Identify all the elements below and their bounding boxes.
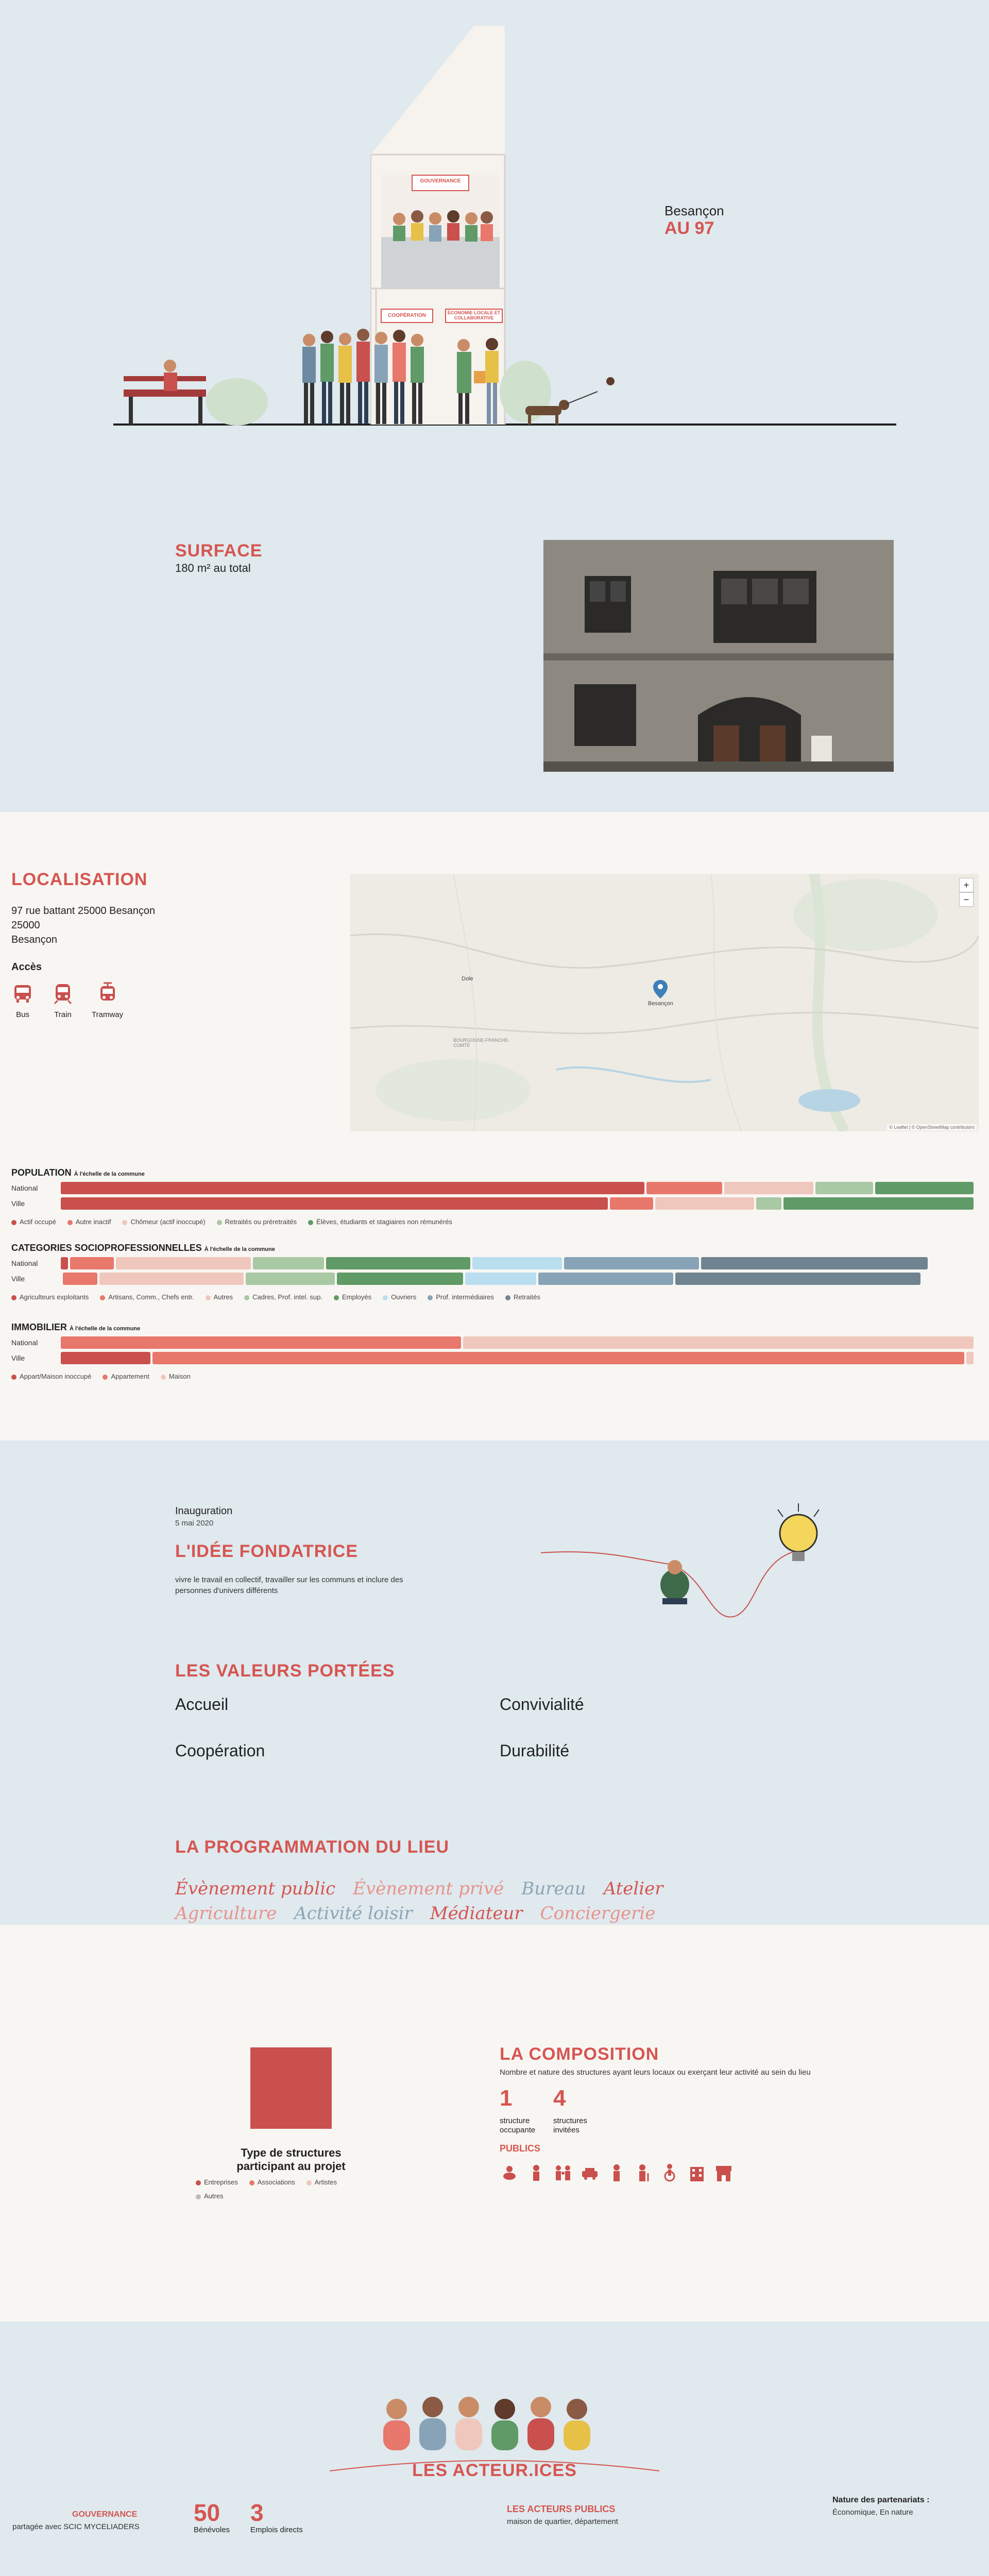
legend-item: [103, 1372, 149, 1380]
access-bus: [11, 982, 34, 1019]
legend-dot-icon: [11, 1220, 16, 1225]
bar-row-label: National: [11, 1259, 38, 1267]
bar-segment: [724, 1182, 814, 1194]
programmation-item: Bureau: [521, 1878, 586, 1899]
legend-dot-icon: [308, 1220, 313, 1225]
bar-segment: [756, 1197, 781, 1210]
emplois-label: Emplois directs: [250, 2526, 303, 2534]
bar-segment: [326, 1257, 470, 1269]
sign-gouvernance: GOUVERNANCE: [420, 178, 461, 184]
hero-city: Besançon: [664, 203, 724, 218]
shop-icon: [714, 2163, 734, 2182]
csp-block: [11, 1243, 980, 1253]
access-title: Accès: [11, 961, 42, 973]
bar-segment: [61, 1197, 608, 1210]
legend-item: [505, 1293, 540, 1301]
bar-segment: [465, 1273, 536, 1285]
immobilier-title: [11, 1322, 980, 1333]
legend-item: [122, 1218, 205, 1226]
bar-segment: [70, 1257, 114, 1269]
legend-dot-icon: [100, 1295, 105, 1300]
wheelchair-icon: [660, 2163, 680, 2182]
address-line2: 25000: [11, 920, 40, 931]
legend-item: [11, 1293, 89, 1301]
programmation-item: Évènement privé: [353, 1878, 504, 1899]
surface-section: [0, 484, 989, 812]
legend-label: Prof. intermédiaires: [436, 1293, 494, 1301]
bar-segment: [253, 1257, 324, 1269]
composition-n1-label-a: structure: [500, 2116, 530, 2125]
acteurs-illustration: [376, 2388, 613, 2450]
hero-illustration: [113, 21, 907, 443]
surface-title: SURFACE: [175, 541, 263, 561]
immobilier-block: [11, 1322, 980, 1333]
programmation-item: Conciergerie: [540, 1903, 656, 1924]
legend-item: [100, 1293, 194, 1301]
bar-segment: [815, 1182, 873, 1194]
legend-dot-icon: [206, 1295, 211, 1300]
legend-label: Associations: [257, 2178, 295, 2186]
bar-row-label: National: [11, 1184, 38, 1192]
map-zoom-in-button[interactable]: +: [959, 878, 974, 892]
bar-segment: [152, 1352, 965, 1364]
bar-segment: [99, 1273, 244, 1285]
legend-item: [196, 2178, 238, 2186]
legend-dot-icon: [67, 1220, 73, 1225]
emplois-number: 3: [250, 2499, 264, 2526]
idea-illustration: [541, 1502, 829, 1636]
legend-label: Autres: [204, 2192, 224, 2200]
bar-row-label: Ville: [11, 1354, 25, 1362]
valeur-durabilite: Durabilité: [500, 1741, 570, 1760]
legend-item: [308, 1218, 452, 1226]
legend-item: [306, 2178, 337, 2186]
legend-dot-icon: [217, 1220, 222, 1225]
bar-segment: [610, 1197, 654, 1210]
composition-n2-label-b: invitées: [553, 2126, 579, 2134]
hero-section: [0, 0, 989, 484]
immobilier-title-text: IMMOBILIER: [11, 1322, 67, 1332]
gouvernance-text: partagée avec SCIC MYCELIADERS: [12, 2522, 140, 2531]
composition-chart-title: [170, 2146, 412, 2173]
legend-label: Retraités ou préretraités: [225, 1218, 297, 1226]
building-photo: [543, 540, 894, 772]
legend-dot-icon: [11, 1295, 16, 1300]
bar-segment: [116, 1257, 251, 1269]
composition-legend: [196, 2178, 350, 2200]
legend-dot-icon: [428, 1295, 433, 1300]
bar-segment: [246, 1273, 335, 1285]
bar-segment: [701, 1257, 928, 1269]
inauguration-date: 5 mai 2020: [175, 1519, 214, 1528]
composition-n1: 1: [500, 2086, 513, 2111]
bus-icon: [11, 982, 34, 1005]
map[interactable]: [350, 874, 979, 1131]
child-icon: [526, 2163, 546, 2182]
composition-n2-label-a: structures: [553, 2116, 587, 2125]
population-title: [11, 1167, 980, 1178]
legend-dot-icon: [161, 1375, 166, 1380]
immobilier-legend: [11, 1372, 978, 1380]
sign-economie: ÉCONOMIE LOCALE ET COLLABORATIVE: [447, 310, 501, 320]
access-label: Train: [54, 1010, 72, 1019]
map-attribution[interactable]: © Leaflet | © OpenStreetMap contributors: [887, 1124, 977, 1130]
bar-segment: [472, 1257, 562, 1269]
legend-label: Retraités: [513, 1293, 540, 1301]
address-line1: 97 rue battant 25000 Besançon: [11, 905, 156, 917]
legend-item: [161, 1372, 191, 1380]
bar-segment: [61, 1182, 644, 1194]
legend-label: Autre inactif: [75, 1218, 111, 1226]
access-tram: [92, 982, 123, 1019]
structure-chart: [250, 2047, 332, 2129]
composition-subtitle: Nombre et nature des structures ayant leurs locaux ou exerçant leur activité au sein du lieu: [500, 2068, 811, 2077]
valeur-convivialite: Convivialité: [500, 1695, 584, 1714]
programmation-item: Agriculture: [175, 1903, 277, 1924]
composition-chart-title-b: participant au projet: [236, 2160, 346, 2173]
acteurs-publics-title: LES ACTEURS PUBLICS: [507, 2504, 616, 2514]
legend-dot-icon: [334, 1295, 339, 1300]
legend-dot-icon: [196, 2180, 201, 2185]
valeurs-title: LES VALEURS PORTÉES: [175, 1661, 395, 1681]
composition-chart-title-a: Type de structures: [241, 2146, 342, 2159]
legend-dot-icon: [244, 1295, 249, 1300]
map-zoom-out-button[interactable]: −: [959, 892, 974, 907]
immobilier-subtitle: À l'échelle de la commune: [70, 1326, 141, 1332]
legend-label: Chômeur (actif inoccupé): [130, 1218, 206, 1226]
legend-label: Appart/Maison inoccupé: [20, 1372, 92, 1380]
legend-label: Ouvriers: [391, 1293, 417, 1301]
access-label: Bus: [16, 1010, 29, 1019]
bar-row-label: Ville: [11, 1275, 25, 1283]
composition-title: LA COMPOSITION: [500, 2044, 659, 2064]
programmation-item: Atelier: [603, 1878, 663, 1899]
map-label-region: BOURGOGNE-FRANCHE-COMTÉ: [453, 1038, 510, 1048]
benevoles-label: Bénévoles: [194, 2526, 230, 2534]
csp-legend: [11, 1293, 978, 1301]
legend-dot-icon: [505, 1295, 510, 1300]
tram-icon: [96, 982, 119, 1005]
csp-chart: [11, 1257, 978, 1286]
benevoles-number: 50: [194, 2499, 220, 2526]
localisation-title: LOCALISATION: [11, 870, 148, 889]
bar-row-label: Ville: [11, 1199, 25, 1208]
programmation-item: Évènement public: [175, 1878, 336, 1899]
map-label-city: Besançon: [648, 1001, 673, 1007]
bar-segment: [538, 1273, 673, 1285]
legend-label: Appartement: [111, 1372, 149, 1380]
idee-text: vivre le travail en collectif, travailler sur les communs et inclure des personnes d'univers différents: [175, 1575, 403, 1595]
csp-subtitle: À l'échelle de la commune: [204, 1246, 275, 1252]
programmation-item: Médiateur: [430, 1903, 523, 1924]
population-subtitle: À l'échelle de la commune: [74, 1171, 145, 1177]
legend-item: [67, 1218, 111, 1226]
legend-item: [11, 1218, 56, 1226]
access-icons: [11, 982, 123, 1019]
legend-item: [196, 2192, 224, 2200]
partenaires-text: Économique, En nature: [832, 2508, 913, 2517]
composition-n2: 4: [553, 2086, 566, 2111]
legend-label: Employés: [342, 1293, 372, 1301]
address: [11, 904, 155, 947]
legend-item: [11, 1372, 91, 1380]
acteurs-publics-text: maison de quartier, département: [507, 2517, 618, 2526]
train-icon: [52, 982, 74, 1005]
sign-cooperation: COOPÉRATION: [388, 313, 426, 318]
person-icon: [607, 2163, 626, 2182]
localisation-section: [0, 812, 989, 1440]
bar-segment: [675, 1273, 920, 1285]
csp-title-text: CATEGORIES SOCIOPROFESSIONNELLES: [11, 1243, 202, 1253]
bar-segment: [875, 1182, 974, 1194]
legend-item: [217, 1218, 297, 1226]
acteurs-section: [0, 2321, 989, 2576]
composition-n2-label: [553, 2116, 587, 2135]
car-icon: [580, 2163, 600, 2182]
bar-segment: [61, 1336, 461, 1349]
address-line3: Besançon: [11, 934, 57, 945]
composition-n1-label-b: occupante: [500, 2126, 536, 2134]
legend-dot-icon: [11, 1375, 16, 1380]
legend-label: Maison: [168, 1372, 191, 1380]
programmation-title: LA PROGRAMMATION DU LIEU: [175, 1837, 450, 1857]
gouvernance-title: GOUVERNANCE: [72, 2510, 138, 2519]
legend-item: [334, 1293, 371, 1301]
surface-value: 180 m² au total: [175, 562, 251, 574]
legend-dot-icon: [249, 2180, 254, 2185]
bar-segment: [655, 1197, 754, 1210]
legend-dot-icon: [122, 1220, 127, 1225]
legend-item: [206, 1293, 233, 1301]
bar-segment: [337, 1273, 463, 1285]
projet-section: [0, 1440, 989, 1925]
bar-segment: [63, 1273, 97, 1285]
map-label-dole: Dole: [462, 976, 473, 982]
legend-dot-icon: [196, 2194, 201, 2199]
immobilier-chart: [11, 1336, 978, 1365]
valeur-accueil: Accueil: [175, 1695, 229, 1714]
bar-segment: [463, 1336, 974, 1349]
legend-item: [383, 1293, 416, 1301]
publics-title: PUBLICS: [500, 2143, 541, 2154]
access-label: Tramway: [92, 1010, 124, 1019]
family-icon: [553, 2163, 573, 2182]
legend-label: Élèves, étudiants et stagiaires non rémunérés: [316, 1218, 452, 1226]
legend-label: Agriculteurs exploitants: [20, 1293, 89, 1301]
population-legend: [11, 1218, 978, 1226]
bar-segment: [783, 1197, 974, 1210]
partenaires-title: Nature des partenariats :: [832, 2496, 930, 2504]
legend-item: [249, 2178, 295, 2186]
baby-icon: [500, 2163, 519, 2182]
elder-icon: [634, 2163, 653, 2182]
legend-label: Artisans, Comm., Chefs entr.: [108, 1293, 194, 1301]
acteurs-title: LES ACTEUR.ICES: [412, 2461, 577, 2480]
composition-n1-label: [500, 2116, 535, 2135]
bar-segment: [61, 1352, 150, 1364]
bar-segment: [61, 1257, 68, 1269]
legend-label: Cadres, Prof. intel. sup.: [252, 1293, 322, 1301]
bar-segment: [564, 1257, 699, 1269]
hero-number: AU 97: [664, 218, 714, 238]
legend-label: Actif occupé: [20, 1218, 56, 1226]
legend-label: Artistes: [314, 2178, 337, 2186]
legend-dot-icon: [306, 2180, 312, 2185]
programmation-item: Activité loisir: [294, 1903, 413, 1924]
population-chart: [11, 1182, 978, 1211]
building-icon: [687, 2163, 707, 2182]
legend-label: Autres: [213, 1293, 233, 1301]
bar-segment: [966, 1352, 974, 1364]
access-train: [52, 982, 74, 1019]
composition-section: [0, 1925, 989, 2321]
bar-row-label: National: [11, 1338, 38, 1347]
bar-segment: [646, 1182, 722, 1194]
csp-title: [11, 1243, 980, 1253]
legend-label: Entreprises: [204, 2178, 238, 2186]
idee-title: L'IDÉE FONDATRICE: [175, 1541, 359, 1561]
inauguration-title: Inauguration: [175, 1505, 233, 1517]
valeur-cooperation: Coopération: [175, 1741, 265, 1760]
legend-dot-icon: [103, 1375, 108, 1380]
population-title-text: POPULATION: [11, 1167, 72, 1178]
map-marker-icon[interactable]: [653, 980, 668, 998]
publics-icons: [500, 2163, 734, 2182]
legend-item: [244, 1293, 322, 1301]
legend-item: [428, 1293, 494, 1301]
population-block: [11, 1167, 980, 1178]
legend-dot-icon: [383, 1295, 388, 1300]
